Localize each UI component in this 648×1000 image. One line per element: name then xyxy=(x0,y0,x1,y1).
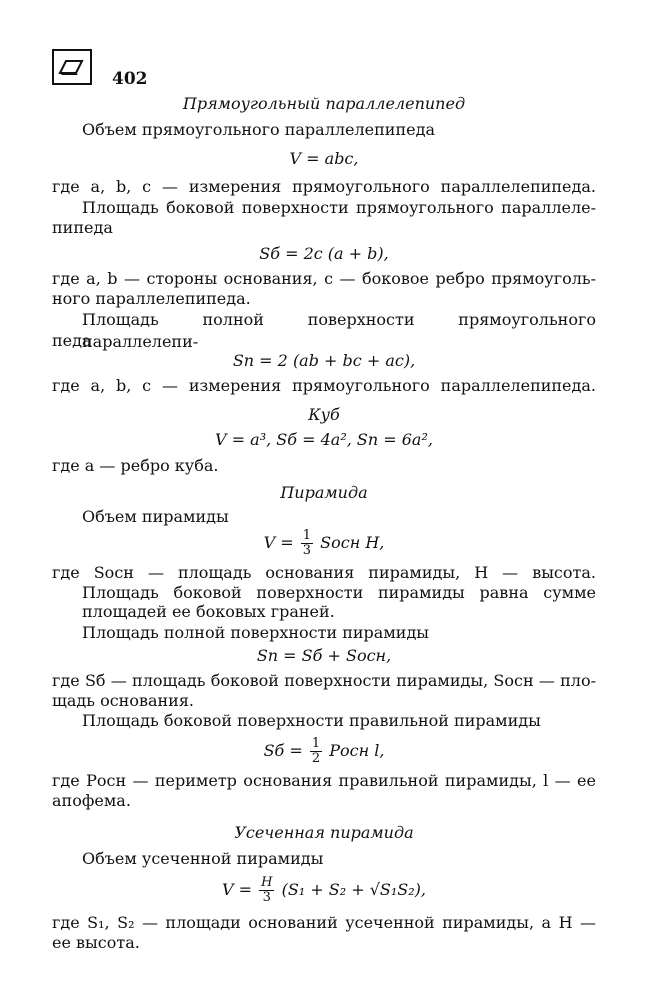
denominator: 3 xyxy=(262,890,271,905)
box-lateral-text-2: ного параллелепипеда. xyxy=(52,289,251,308)
frustum-volume-text-1: где S₁, S₂ — площади оснований усеченной пирамиды, а H — xyxy=(52,913,596,932)
box-lateral-formula: Sб = 2c (a + b), xyxy=(259,244,389,263)
formula-right: (S₁ + S₂ + √S₁S₂), xyxy=(281,880,426,899)
box-full-intro-2: педа xyxy=(52,331,92,350)
box-lateral-intro-2: пипеда xyxy=(52,218,113,237)
box-volume-formula: V = abc, xyxy=(289,149,359,168)
formula-left: V = xyxy=(222,880,253,899)
formula-right: Pосн l, xyxy=(329,741,385,760)
pyramid-lateral-intro-2: площадей ее боковых граней. xyxy=(82,602,335,621)
fraction xyxy=(310,737,322,766)
pyramid-full-formula: Sп = Sб + Sосн, xyxy=(256,646,392,665)
formula-left: Sб = xyxy=(263,741,303,760)
denominator: 3 xyxy=(302,543,312,558)
pyramid-volume-text: где Sосн — площадь основания пирамиды, H — высота. xyxy=(52,563,596,582)
denominator: 2 xyxy=(311,751,321,766)
numerator: 1 xyxy=(302,528,312,543)
pyramid-volume-intro: Объем пирамиды xyxy=(82,507,229,526)
box-volume-intro: Объем прямоугольного параллелепипеда xyxy=(82,120,435,139)
box-full-intro-1: Площадь полной поверхности прямоугольного параллелепи- xyxy=(82,310,596,351)
cube-text: где a — ребро куба. xyxy=(52,456,219,475)
pyramid-regular-text-1: где Pосн — периметр основания правильной пирамиды, l — ее xyxy=(52,771,596,790)
frustum-volume-formula xyxy=(52,876,596,905)
heading-box: Прямоугольный параллелепипед xyxy=(182,94,466,113)
pyramid-regular-text-2: апофема. xyxy=(52,791,131,810)
box-lateral-text-1: где a, b — стороны основания, c — боковое ребро прямоуголь- xyxy=(52,269,596,288)
pyramid-lateral-intro-1: Площадь боковой поверхности пирамиды равна сумме xyxy=(82,583,596,602)
pyramid-full-text-2: щадь основания. xyxy=(52,691,195,710)
formula-right: Sосн H, xyxy=(320,533,385,552)
page-number: 402 xyxy=(112,69,148,89)
fraction xyxy=(301,529,313,558)
box-full-text: где a, b, c — измерения прямоугольного параллелепипеда. xyxy=(52,376,596,395)
pyramid-full-intro: Площадь полной поверхности пирамиды xyxy=(82,623,430,642)
pyramid-regular-formula xyxy=(52,737,596,766)
heading-cube: Куб xyxy=(308,405,340,424)
box-lateral-intro-1: Площадь боковой поверхности прямоугольного параллеле- xyxy=(82,198,596,217)
fraction xyxy=(259,876,274,905)
formula-left: V = xyxy=(263,533,294,552)
numerator: 1 xyxy=(311,736,321,751)
pyramid-regular-intro: Площадь боковой поверхности правильной пирамиды xyxy=(82,711,541,730)
pyramid-full-text-1: где Sб — площадь боковой поверхности пирамиды, Sосн — пло- xyxy=(52,671,596,690)
cube-formula: V = a³, Sб = 4a², Sп = 6a², xyxy=(215,430,433,449)
box-full-formula: Sп = 2 (ab + bc + ac), xyxy=(232,351,416,370)
pyramid-volume-formula xyxy=(52,529,596,558)
heading-pyramid: Пирамида xyxy=(280,483,368,502)
frustum-volume-intro: Объем усеченной пирамиды xyxy=(82,849,324,868)
book-icon xyxy=(52,49,92,85)
box-volume-text: где a, b, c — измерения прямоугольного параллелепипеда. xyxy=(52,177,596,196)
numerator: H xyxy=(261,875,273,890)
frustum-volume-text-2: ее высота. xyxy=(52,933,140,952)
heading-frustum: Усеченная пирамида xyxy=(234,823,414,842)
